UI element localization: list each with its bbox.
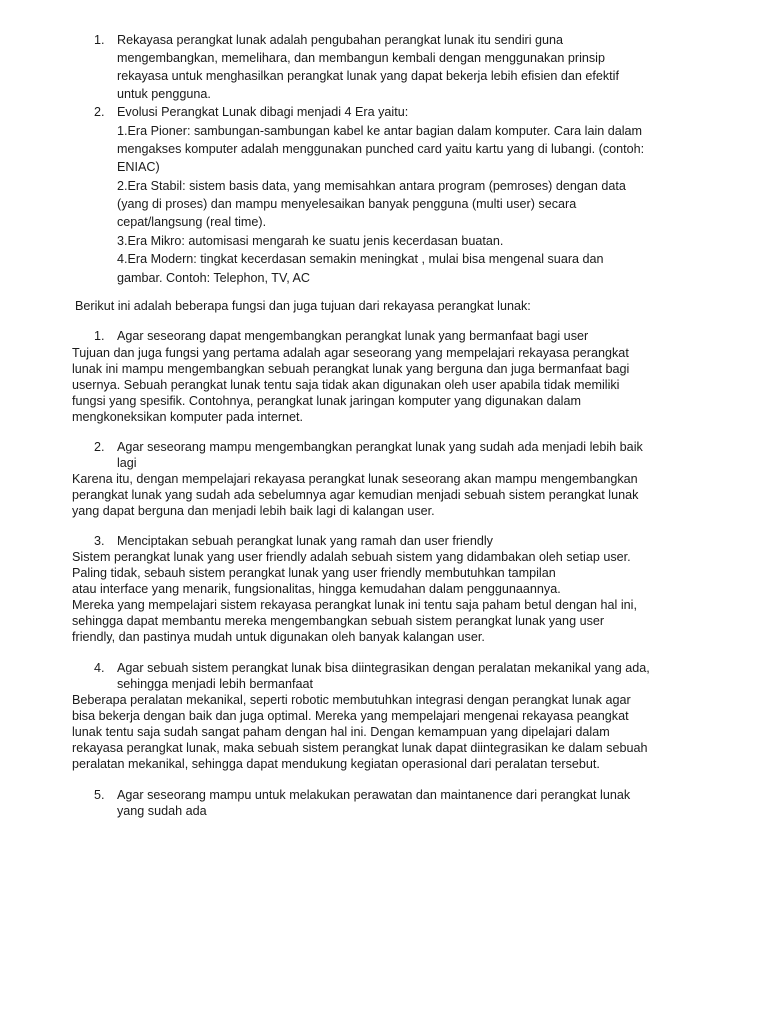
section-number: 5. [94,788,105,802]
body-line: Mereka yang mempelajari sistem rekayasa perangkat lunak ini tentu saja paham betul dengan hal ini, [72,598,637,612]
list-item-line: ENIAC) [117,160,160,174]
body-line: bisa bekerja dengan baik dan juga optimal. Mereka yang mempelajari mengenai rekayasa peangkat [72,709,629,723]
section-heading: Agar seseorang mampu untuk melakukan perawatan dan maintanence dari perangkat lunak [117,788,631,802]
body-line: Karena itu, dengan mempelajari rekayasa perangkat lunak seseorang akan mampu mengembangkan [72,472,638,486]
body-line: Paling tidak, sebauh sistem perangkat lunak yang user friendly membutuhkan tampilan [72,566,556,580]
list-item-line: Rekayasa perangkat lunak adalah pengubahan perangkat lunak itu sendiri guna [117,33,564,47]
section-heading: Menciptakan sebuah perangkat lunak yang ramah dan user friendly [117,534,493,548]
body-line: friendly, dan pastinya mudah untuk digunakan oleh banyak kalangan user. [72,630,485,644]
body-line: Tujuan dan juga fungsi yang pertama adalah agar seseorang yang mempelajari rekayasa perangkat [72,346,629,360]
body-line: sehingga dapat membantu mereka mengembangkan sebuah sistem perangkat lunak yang user [72,614,605,628]
section-heading: Agar seseorang dapat mengembangkan perangkat lunak yang bermanfaat bagi user [117,329,589,343]
list-item-line: 3.Era Mikro: automisasi mengarah ke suatu jenis kecerdasan buatan. [117,234,504,248]
list-number: 2. [94,105,105,119]
body-line: peralatan mekanikal, sehingga dapat mendukung kegiatan operasional dari peralatan tersebut. [72,757,600,771]
body-line: Beberapa peralatan mekanikal, seperti robotic membutuhkan integrasi dengan perangkat lunak agar [72,693,631,707]
list-item-line: Evolusi Perangkat Lunak dibagi menjadi 4 Era yaitu: [117,105,409,119]
list-item-line: mengembangkan, memelihara, dan membangun kembali dengan menggunakan prinsip [117,51,605,65]
body-line: lunak tentu saja sudah sangat paham dengan hal ini. Dengan kemampuan yang dipelajari dalam [72,725,610,739]
list-item-line: mengakses komputer adalah menggunakan punched card yaitu kartu yang di lubangi. (contoh: [117,142,645,156]
section-number: 4. [94,661,105,675]
body-line: lunak ini mampu mengembangkan sebuah perangkat lunak yang berguna dan juga bermanfaat bagi [72,362,630,376]
list-item-line: 1.Era Pioner: sambungan-sambungan kabel ke antar bagian dalam komputer. Cara lain dalam [117,124,643,138]
list-item-line: 4.Era Modern: tingkat kecerdasan semakin meningkat , mulai bisa mengenal suara dan [117,252,604,266]
list-item-line: 2.Era Stabil: sistem basis data, yang memisahkan antara program (pemroses) dengan data [117,179,626,193]
section-heading: yang sudah ada [117,804,207,818]
body-line: rekayasa perangkat lunak, maka sebuah sistem perangkat lunak dapat diintegrasikan ke dalam sebuah [72,741,648,755]
body-line: Sistem perangkat lunak yang user friendly adalah sebuah sistem yang didambakan oleh setiap user. [72,550,631,564]
body-line: fungsi yang spesifik. Contohnya, perangkat lunak jaringan komputer yang digunakan dalam [72,394,581,408]
section-heading: sehingga menjadi lebih bermanfaat [117,677,314,691]
list-item-line: (yang di proses) dan mampu menyelesaikan banyak pengguna (multi user) secara [117,197,577,211]
list-number: 1. [94,33,105,47]
body-line: mengkoneksikan komputer pada internet. [72,410,304,424]
list-item-line: cepat/langsung (real time). [117,215,267,229]
body-line: perangkat lunak yang sudah ada sebelumnya agar kemudian menjadi sebuah sistem perangkat lunak [72,488,639,502]
section-number: 3. [94,534,105,548]
list-item-line: untuk pengguna. [117,87,211,101]
section-number: 2. [94,440,105,454]
body-line: usernya. Sebuah perangkat lunak tentu saja tidak akan digunakan oleh user apabila tidak memiliki [72,378,620,392]
list-item-line: gambar. Contoh: Telephon, TV, AC [117,271,311,285]
section-number: 1. [94,329,105,343]
section-heading: Agar sebuah sistem perangkat lunak bisa diintegrasikan dengan peralatan mekanikal yang ada, [117,661,650,675]
section-heading: Agar seseorang mampu mengembangkan perangkat lunak yang sudah ada menjadi lebih baik [117,440,643,454]
section-heading: lagi [117,456,137,470]
body-line: yang dapat berguna dan menjadi lebih baik lagi di kalangan user. [72,504,435,518]
list-item-line: rekayasa untuk menghasilkan perangkat lunak yang dapat bekerja lebih efisien dan efektif [117,69,619,83]
body-line: atau interface yang menarik, fungsionalitas, hingga kemudahan dalam penggunaannya. [72,582,561,596]
intro-paragraph: Berikut ini adalah beberapa fungsi dan juga tujuan dari rekayasa perangkat lunak: [75,299,531,313]
